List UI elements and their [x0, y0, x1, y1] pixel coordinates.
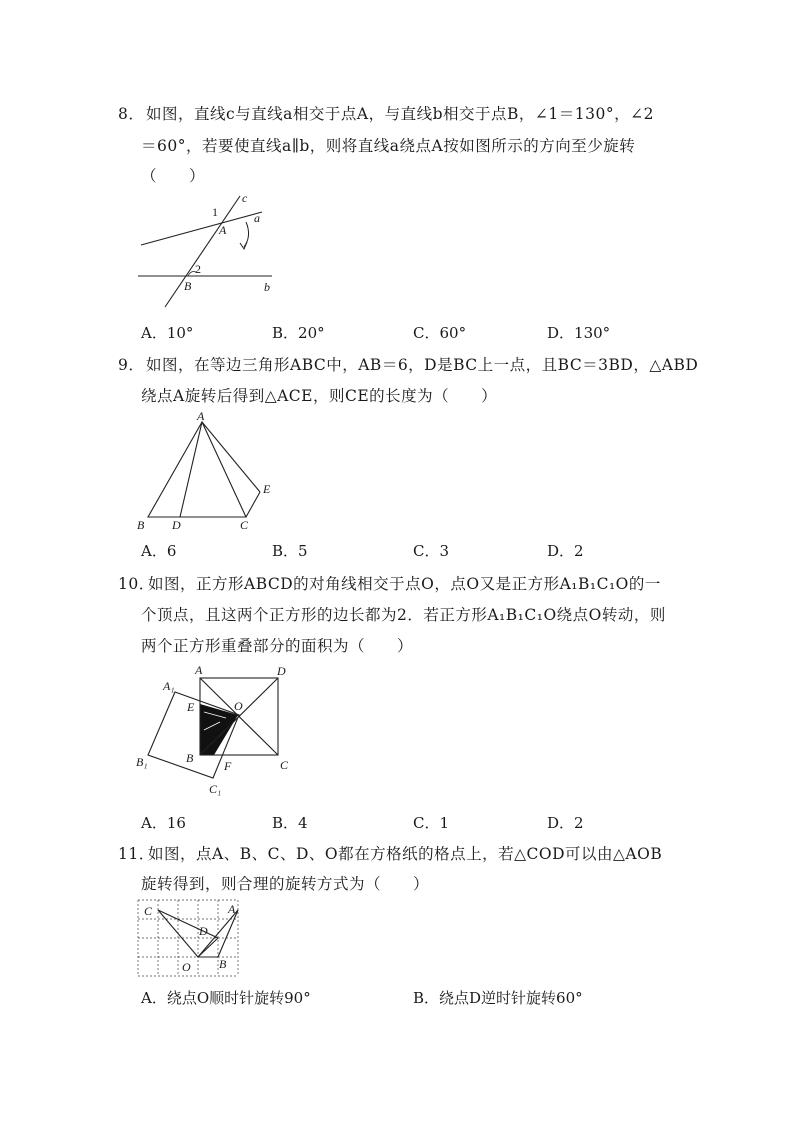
q9-label-E: E	[263, 482, 271, 496]
q10-number: 10．	[118, 575, 155, 593]
q11-option-b[interactable]: B．绕点D逆时针旋转60°	[413, 989, 583, 1007]
q8-label-a: a	[254, 211, 260, 225]
q10-label-B1: B₁	[136, 755, 148, 769]
q10-label-D: D	[277, 664, 286, 678]
q11-option-a[interactable]: A．绕点O顺时针旋转90°	[141, 989, 311, 1007]
q9-line-2: 绕点A旋转后得到△ACE，则CE的长度为（ ）	[141, 387, 498, 405]
q10-label-C: C	[280, 758, 289, 772]
q10-line-2: 个顶点，且这两个正方形的边长都为2．若正方形A₁B₁C₁O绕点O转动，则	[141, 606, 666, 624]
q11-label-A: A	[228, 902, 236, 916]
q10-option-a[interactable]: A．16	[141, 814, 186, 832]
q11-label-B: B	[219, 957, 227, 971]
q9-label-D: D	[172, 518, 181, 532]
q8-option-d[interactable]: D．130°	[547, 324, 611, 342]
q9-line-1: 如图，在等边三角形ABC中，AB＝6，D是BC上一点，且BC＝3BD，△ABD	[146, 356, 699, 374]
q8-option-a[interactable]: A．10°	[141, 324, 194, 342]
q8-label-c: c	[242, 191, 248, 205]
q8-option-c[interactable]: C．60°	[413, 324, 467, 342]
q8-label-B: B	[184, 279, 192, 293]
q10-line-3: 两个正方形重叠部分的面积为（ ）	[141, 637, 414, 655]
q10-label-E: E	[187, 700, 195, 714]
q10-option-d[interactable]: D．2	[547, 814, 584, 832]
q10-label-A: A	[195, 663, 203, 677]
q11-label-O: O	[182, 960, 191, 974]
q9-label-B: B	[137, 518, 145, 532]
q10-option-c[interactable]: C．1	[413, 814, 450, 832]
q9-label-A: A	[197, 409, 205, 423]
q8-label-1: 1	[212, 205, 218, 219]
q11-number: 11．	[118, 845, 155, 863]
q11-line-2: 旋转得到，则合理的旋转方式为（ ）	[141, 875, 430, 893]
q8-label-2: 2	[195, 262, 201, 276]
q9-option-c[interactable]: C．3	[413, 542, 450, 560]
q11-label-C: C	[144, 904, 153, 918]
q10-label-O: O	[234, 699, 243, 713]
q10-line-1: 如图，正方形ABCD的对角线相交于点O，点O又是正方形A₁B₁C₁O的一	[148, 575, 661, 593]
q8-number: 8．	[118, 105, 145, 123]
q11-line-1: 如图，点A、B、C、D、O都在方格纸的格点上，若△COD可以由△AOB	[148, 845, 663, 863]
q9-label-C: C	[240, 518, 249, 532]
q10-label-A1: A₁	[163, 679, 175, 693]
q10-label-C1: C₁	[209, 782, 222, 796]
q9-option-a[interactable]: A．6	[141, 542, 177, 560]
q8-line-2: ＝60°，若要使直线a∥b，则将直线a绕点A按如图所示的方向至少旋转	[141, 137, 636, 155]
q9-number: 9．	[118, 356, 145, 374]
q10-option-b[interactable]: B．4	[272, 814, 308, 832]
q8-label-A: A	[219, 223, 227, 237]
q10-label-B: B	[186, 751, 194, 765]
q8-line-3: （ ）	[141, 167, 206, 185]
q10-label-F: F	[224, 759, 232, 773]
q9-option-b[interactable]: B．5	[272, 542, 308, 560]
q8-line-1: 如图，直线c与直线a相交于点A，与直线b相交于点B，∠1＝130°，∠2	[146, 105, 654, 123]
q8-option-b[interactable]: B．20°	[272, 324, 325, 342]
q9-option-d[interactable]: D．2	[547, 542, 584, 560]
q8-label-b: b	[264, 280, 270, 294]
q11-label-D: D	[199, 924, 208, 938]
